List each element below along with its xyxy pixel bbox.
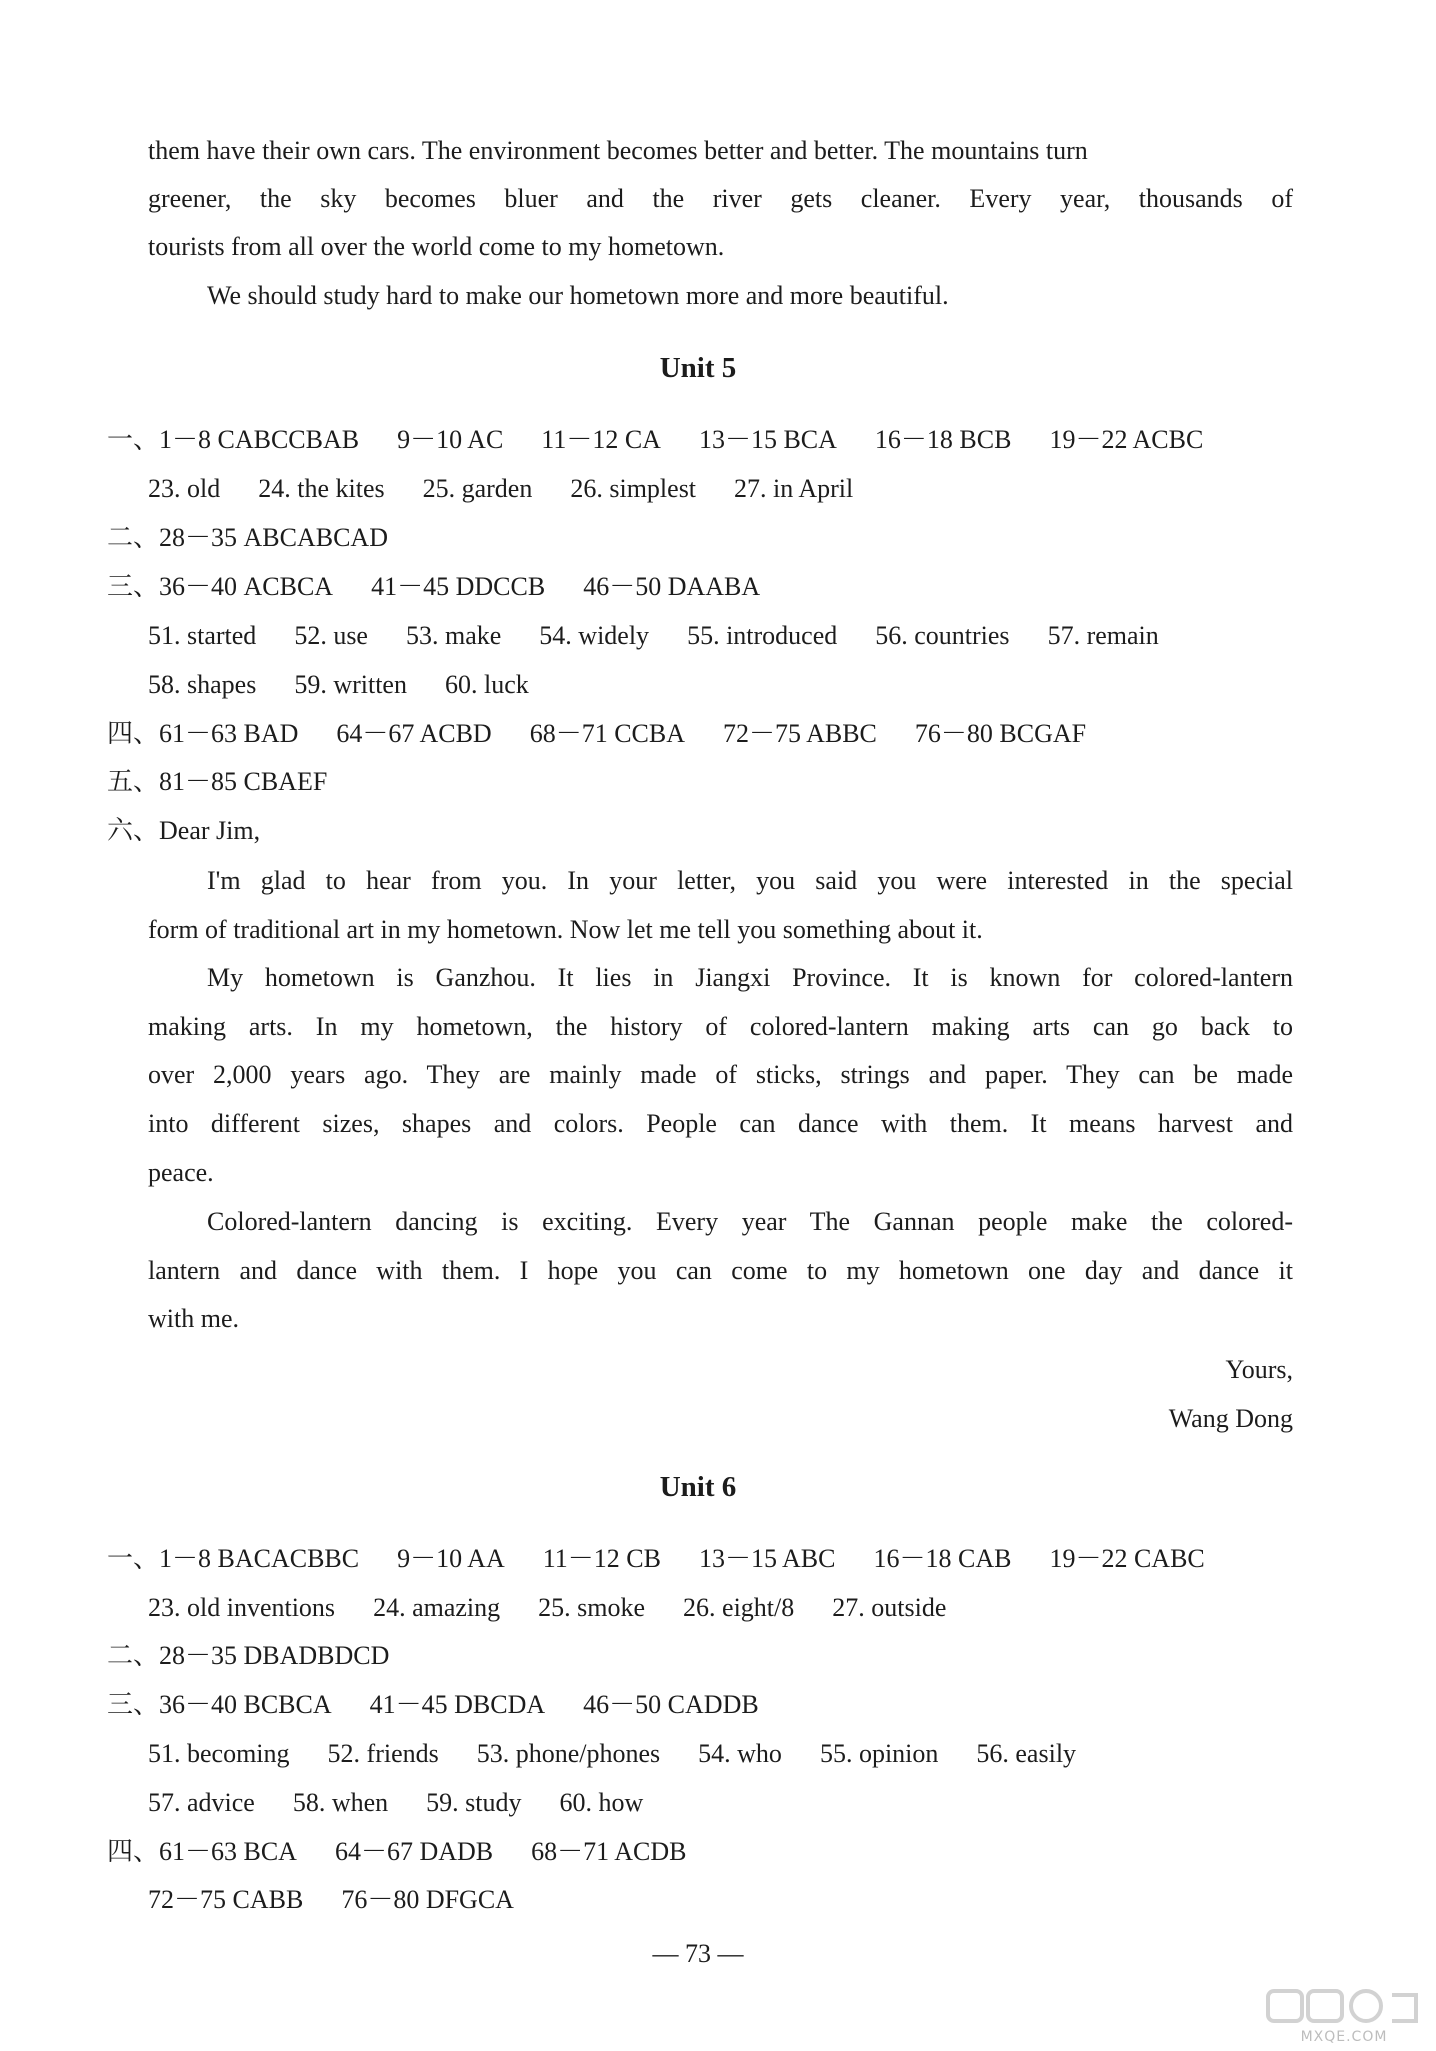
answer-group: 11－12 CB [542, 1544, 661, 1573]
answer-word: 53. make [405, 621, 502, 650]
answer-group: 72－75 ABBC [723, 719, 877, 748]
answer-group: 一、1－8 BACACBBC [107, 1544, 360, 1573]
letter-line: form of traditional art in my hometown. Now let me tell you something about it. [148, 915, 983, 944]
answer-word: 23. old [148, 474, 221, 503]
answer-word: 51. started [148, 621, 257, 650]
answer-group: 64－67 ACBD [336, 719, 492, 748]
answer-word: 54. who [698, 1739, 782, 1768]
answer-word: 60. luck [444, 670, 529, 699]
letter-line: My hometown is Ganzhou. It lies in Jiangxi Province. It is known for colored-lantern [207, 963, 1293, 992]
answer-group: 16－18 CAB [873, 1544, 1012, 1573]
answer-group: 46－50 DAABA [583, 572, 761, 601]
answer-word: 57. remain [1047, 621, 1159, 650]
answer-word: 23. old inventions [148, 1593, 336, 1622]
letter-closing: Yours, [1225, 1355, 1293, 1384]
unit-5-heading: Unit 5 [659, 352, 737, 384]
letter-line: over 2,000 years ago. They are mainly made of sticks, strings and paper. They can be made [148, 1060, 1293, 1089]
answer-word: 27. in April [734, 474, 854, 503]
answer-group: 三、36－40 ACBCA [107, 572, 334, 601]
unit5-section-3-words [148, 623, 1159, 649]
answer-group: 9－10 AC [397, 425, 504, 454]
answer-group: 13－15 BCA [698, 425, 837, 454]
unit6-section-2: 二、28－35 DBADBDCD [107, 1641, 390, 1670]
answer-word: 25. garden [422, 474, 533, 503]
answer-group: 76－80 BCGAF [914, 719, 1087, 748]
answer-group: 三、36－40 BCBCA [107, 1690, 332, 1719]
letter-line: Colored-lantern dancing is exciting. Every year The Gannan people make the colored- [207, 1207, 1293, 1236]
unit5-section-6: 六、Dear Jim, [107, 816, 261, 845]
essay-line: We should study hard to make our hometown more and more beautiful. [207, 281, 949, 310]
answer-group: 46－50 CADDB [583, 1690, 759, 1719]
answer-word: 26. simplest [570, 474, 697, 503]
answer-group: 9－10 AA [397, 1544, 505, 1573]
answer-group: 16－18 BCB [874, 425, 1012, 454]
answer-word: 51. becoming [148, 1739, 290, 1768]
unit6-section-3 [107, 1692, 759, 1718]
answer-word: 57. advice [148, 1788, 255, 1817]
unit5-section-5: 五、81－85 CBAEF [107, 767, 328, 796]
answer-word: 25. smoke [538, 1593, 646, 1622]
answer-word: 55. opinion [819, 1739, 939, 1768]
unit6-section-4-cont [148, 1887, 514, 1913]
unit6-section-3-words-2 [148, 1790, 643, 1816]
answer-word: 55. introduced [687, 621, 838, 650]
answer-group: 41－45 DBCDA [369, 1690, 546, 1719]
watermark-text: MXQE.COM [1300, 2029, 1388, 2045]
answer-word: 52. friends [327, 1739, 439, 1768]
unit5-section-1 [107, 427, 1203, 453]
answer-word: 56. easily [976, 1739, 1077, 1768]
unit6-section-3-words [148, 1741, 1076, 1767]
answer-word: 53. phone/phones [476, 1739, 661, 1768]
answer-group: 19－22 ACBC [1049, 425, 1204, 454]
letter-line: I'm glad to hear from you. In your letter, you said you were interested in the special [207, 866, 1293, 895]
unit-6-heading: Unit 6 [659, 1471, 737, 1503]
page-number: — 73 — [652, 1939, 744, 1968]
unit6-section-1-words [148, 1595, 946, 1621]
unit5-section-1-words [148, 476, 853, 502]
answer-group: 四、61－63 BCA [107, 1837, 297, 1866]
letter-line: peace. [148, 1158, 214, 1187]
watermark-icon [1264, 1987, 1424, 2027]
answer-word: 58. when [292, 1788, 389, 1817]
answer-word: 56. countries [875, 621, 1010, 650]
unit5-section-3-words-2 [148, 672, 529, 698]
answer-word: 24. the kites [258, 474, 385, 503]
letter-signature: Wang Dong [1168, 1404, 1293, 1433]
answer-group: 76－80 DFGCA [341, 1885, 514, 1914]
essay-line: them have their own cars. The environment becomes better and better. The mountains turn [148, 136, 1088, 165]
answer-group: 11－12 CA [541, 425, 661, 454]
letter-line: with me. [148, 1304, 239, 1333]
unit6-section-4 [107, 1839, 686, 1865]
answer-group: 四、61－63 BAD [107, 719, 299, 748]
answer-group: 72－75 CABB [148, 1885, 304, 1914]
unit5-section-2: 二、28－35 ABCABCAD [107, 523, 388, 552]
answer-group: 13－15 ABC [698, 1544, 836, 1573]
answer-word: 24. amazing [373, 1593, 501, 1622]
answer-group: 19－22 CABC [1049, 1544, 1205, 1573]
unit5-section-4 [107, 721, 1086, 747]
answer-group: 68－71 ACDB [531, 1837, 687, 1866]
letter-line: into different sizes, shapes and colors. People can dance with them. It means harvest and [148, 1109, 1293, 1138]
answer-word: 26. eight/8 [683, 1593, 795, 1622]
essay-line: tourists from all over the world come to my hometown. [148, 232, 725, 261]
answer-word: 59. written [294, 670, 407, 699]
unit6-section-1 [107, 1546, 1205, 1572]
letter-line: making arts. In my hometown, the history of colored-lantern making arts can go back to [148, 1012, 1293, 1041]
answer-word: 59. study [426, 1788, 522, 1817]
answer-word: 52. use [294, 621, 368, 650]
unit5-section-3 [107, 574, 760, 600]
answer-word: 60. how [559, 1788, 644, 1817]
letter-line: lantern and dance with them. I hope you can come to my hometown one day and dance it [148, 1256, 1293, 1285]
answer-group: 64－67 DADB [334, 1837, 494, 1866]
answer-word: 54. widely [539, 621, 650, 650]
essay-line: greener, the sky becomes bluer and the river gets cleaner. Every year, thousands of [148, 184, 1293, 213]
answer-group: 一、1－8 CABCCBAB [107, 425, 360, 454]
answer-group: 41－45 DDCCB [371, 572, 546, 601]
watermark-logo [1264, 1987, 1424, 2045]
answer-word: 58. shapes [148, 670, 257, 699]
answer-word: 27. outside [832, 1593, 947, 1622]
answer-group: 68－71 CCBA [529, 719, 686, 748]
